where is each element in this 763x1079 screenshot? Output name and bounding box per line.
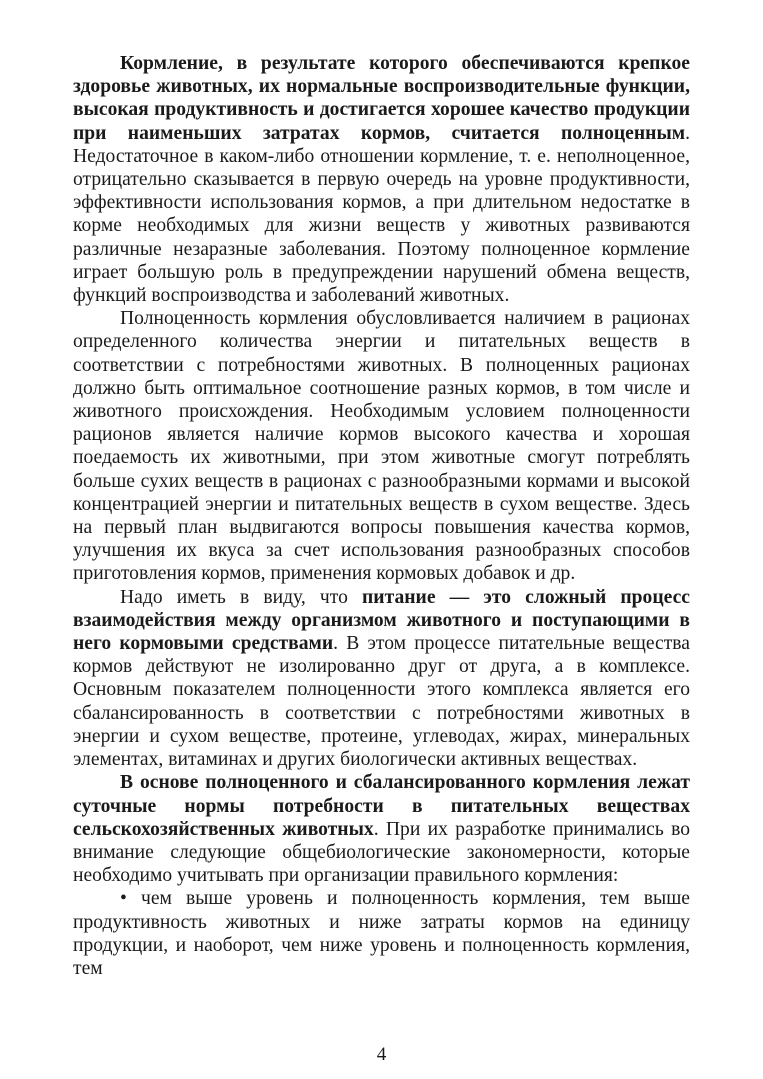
paragraph-5-text: чем выше уровень и полноценность кормления, тем выше продуктивность животных и ниже затраты кормов на единицу продукции, и наоборот, чем ниже уровень и полноценность кормления, тем <box>73 888 690 979</box>
page-number: 4 <box>376 1044 387 1065</box>
paragraph-5 <box>73 887 690 980</box>
paragraph-2-text: Полноценность кормления обусловливается наличием в рационах определенного количества энергии и питательных веществ в соответствии с потребностями животных. В полноценных рационах должно быть оптимальное соотношение разных кормов, в том числе и животного происхождения. Необходимым условием полноценности рационов является наличие кормов высокого качества и хорошая поедаемость их животными, при этом животные смогут потреблять больше сухих веществ в рационах с разнообразными кормами и высокой концентрацией энергии и питательных веществ в сухом веществе. Здесь на первый план выдвигаются вопросы повышения качества кормов, улучшения их вкуса за счет использования разнообразных способов приготовления кормов, применения кормовых добавок и др. <box>73 308 690 585</box>
paragraph-3-text: . В этом процессе питательные вещества кормов действуют не изолированно друг от друга, а в комплексе. Основным показателем полноценности этого комплекса является его сбалансированность в соответствии с потребностями животных в энергии и сухом веществе, протеине, углеводах, жирах, минеральных элементах, витаминах и других биологически активных веществах. <box>73 633 690 771</box>
paragraph-4-text: . При их разработке принимались во внимание следующие общебиологические закономерности, которые необходимо учитывать при организации правильного кормления: <box>73 818 690 887</box>
paragraph-3-text-before: Надо иметь в виду, что <box>120 586 363 608</box>
bullet-icon: • <box>120 888 127 910</box>
paragraph-1-bold: Кормление, в результате которого обеспечиваются крепкое здоровье животных, их нормальные воспроизводительные функции, высокая продуктивность и достигается хорошее качество продукции при наименьших затратах кормов, считается полноценным <box>73 53 690 144</box>
paragraph-4-bold: В основе полноценного и сбалансированного кормления лежат суточные нормы потребности в питательных веществах сельскохозяйственных животных <box>73 772 690 840</box>
paragraph-3-bold: питание — это сложный процесс взаимодействия между организмом животного и поступающими в него кормовыми средствами <box>73 586 690 655</box>
paragraph-3 <box>73 586 690 772</box>
page-body <box>73 52 690 980</box>
paragraph-4 <box>73 771 690 887</box>
paragraph-2 <box>73 307 690 585</box>
paragraph-1 <box>73 52 690 307</box>
paragraph-1-text: . Недостаточное в каком-либо отношении кормление, т. е. неполноценное, отрицательно сказывается в первую очередь на уровне продуктивности, эффективности использования кормов, а при длительном недостатке в корме необходимых для жизни веществ у животных развиваются различные незаразные заболевания. Поэтому полноценное кормление играет большую роль в предупреждении нарушений обмена веществ, функций воспроизводства и заболеваний животных. <box>73 122 690 307</box>
